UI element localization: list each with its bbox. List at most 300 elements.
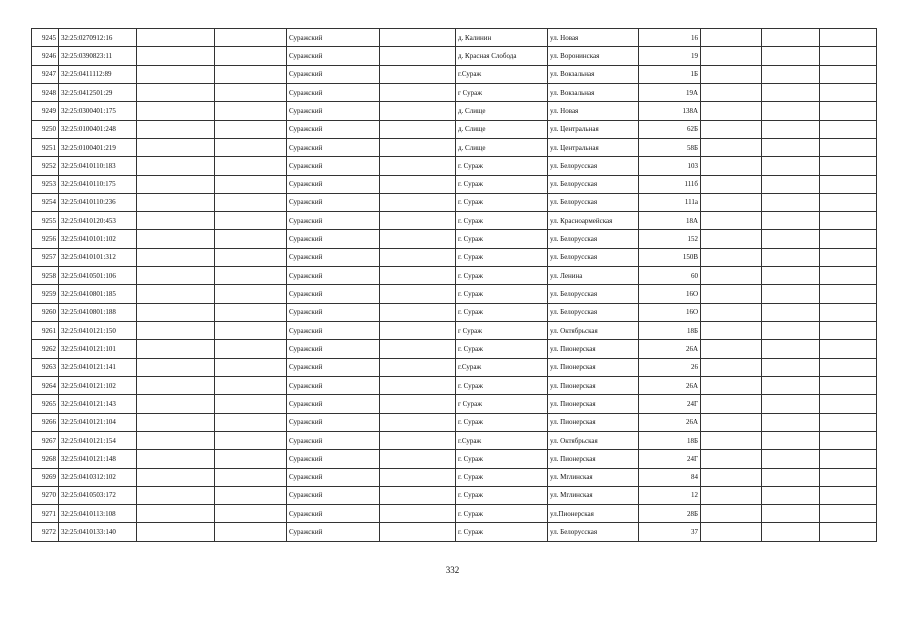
empty-cell bbox=[137, 450, 215, 468]
empty-cell bbox=[137, 340, 215, 358]
house-number-cell: 26А bbox=[639, 413, 701, 431]
street-cell: ул. Белорусская bbox=[548, 303, 639, 321]
empty-cell bbox=[137, 120, 215, 138]
empty-cell bbox=[380, 376, 456, 394]
district-cell: Суражский bbox=[287, 358, 380, 376]
empty-cell bbox=[820, 505, 877, 523]
empty-cell bbox=[762, 230, 820, 248]
empty-cell bbox=[762, 120, 820, 138]
table-row bbox=[32, 83, 877, 101]
house-number-cell: 1Б bbox=[639, 65, 701, 83]
street-cell: ул. Белорусская bbox=[548, 285, 639, 303]
table-row bbox=[32, 212, 877, 230]
empty-cell bbox=[215, 523, 287, 542]
row-number-cell: 9269 bbox=[32, 468, 59, 486]
cadastral-number-cell: 32:25:0410121:104 bbox=[59, 413, 137, 431]
empty-cell bbox=[215, 83, 287, 101]
district-cell: Суражский bbox=[287, 486, 380, 504]
empty-cell bbox=[215, 230, 287, 248]
district-cell: Суражский bbox=[287, 523, 380, 542]
house-number-cell: 37 bbox=[639, 523, 701, 542]
locality-cell: г. Сураж bbox=[456, 303, 548, 321]
empty-cell bbox=[380, 175, 456, 193]
empty-cell bbox=[215, 267, 287, 285]
cadastral-number-cell: 32:25:0410113:108 bbox=[59, 505, 137, 523]
locality-cell: г. Сураж bbox=[456, 212, 548, 230]
empty-cell bbox=[137, 65, 215, 83]
empty-cell bbox=[762, 523, 820, 542]
table-row bbox=[32, 303, 877, 321]
locality-cell: г.Сураж bbox=[456, 431, 548, 449]
empty-cell bbox=[701, 340, 762, 358]
empty-cell bbox=[701, 212, 762, 230]
district-cell: Суражский bbox=[287, 505, 380, 523]
street-cell: ул. Пионерская bbox=[548, 376, 639, 394]
locality-cell: г. Сураж bbox=[456, 340, 548, 358]
table-row bbox=[32, 413, 877, 431]
empty-cell bbox=[380, 395, 456, 413]
street-cell: ул. Вокзальная bbox=[548, 65, 639, 83]
street-cell: ул. Красноармейская bbox=[548, 212, 639, 230]
empty-cell bbox=[762, 450, 820, 468]
empty-cell bbox=[762, 65, 820, 83]
empty-cell bbox=[137, 193, 215, 211]
house-number-cell: 18Б bbox=[639, 431, 701, 449]
empty-cell bbox=[215, 450, 287, 468]
locality-cell: г.Сураж bbox=[456, 358, 548, 376]
district-cell: Суражский bbox=[287, 157, 380, 175]
row-number-cell: 9260 bbox=[32, 303, 59, 321]
street-cell: ул. Октябрьская bbox=[548, 431, 639, 449]
district-cell: Суражский bbox=[287, 193, 380, 211]
empty-cell bbox=[215, 505, 287, 523]
cadastral-number-cell: 32:25:0410121:150 bbox=[59, 322, 137, 340]
row-number-cell: 9259 bbox=[32, 285, 59, 303]
street-cell: ул. Белорусская bbox=[548, 157, 639, 175]
empty-cell bbox=[215, 486, 287, 504]
locality-cell: г. Сураж bbox=[456, 505, 548, 523]
cadastral-number-cell: 32:25:0410110:175 bbox=[59, 175, 137, 193]
street-cell: ул. Пионерская bbox=[548, 450, 639, 468]
empty-cell bbox=[820, 120, 877, 138]
locality-cell: г. Сураж bbox=[456, 157, 548, 175]
row-number-cell: 9251 bbox=[32, 138, 59, 156]
empty-cell bbox=[137, 486, 215, 504]
street-cell: ул. Мглинская bbox=[548, 468, 639, 486]
row-number-cell: 9264 bbox=[32, 376, 59, 394]
district-cell: Суражский bbox=[287, 468, 380, 486]
row-number-cell: 9270 bbox=[32, 486, 59, 504]
row-number-cell: 9245 bbox=[32, 29, 59, 47]
empty-cell bbox=[820, 248, 877, 266]
empty-cell bbox=[380, 230, 456, 248]
empty-cell bbox=[215, 157, 287, 175]
table-row bbox=[32, 523, 877, 542]
empty-cell bbox=[820, 376, 877, 394]
cadastral-number-cell: 32:25:0411112:89 bbox=[59, 65, 137, 83]
locality-cell: г Сураж bbox=[456, 322, 548, 340]
row-number-cell: 9256 bbox=[32, 230, 59, 248]
empty-cell bbox=[380, 450, 456, 468]
street-cell: ул. Белорусская bbox=[548, 230, 639, 248]
empty-cell bbox=[380, 486, 456, 504]
table-row bbox=[32, 340, 877, 358]
cadastral-number-cell: 32:25:0410121:101 bbox=[59, 340, 137, 358]
street-cell: ул. Пионерская bbox=[548, 413, 639, 431]
district-cell: Суражский bbox=[287, 138, 380, 156]
row-number-cell: 9261 bbox=[32, 322, 59, 340]
empty-cell bbox=[820, 486, 877, 504]
empty-cell bbox=[762, 413, 820, 431]
house-number-cell: 16О bbox=[639, 303, 701, 321]
empty-cell bbox=[380, 285, 456, 303]
empty-cell bbox=[137, 83, 215, 101]
district-cell: Суражский bbox=[287, 413, 380, 431]
empty-cell bbox=[701, 120, 762, 138]
row-number-cell: 9250 bbox=[32, 120, 59, 138]
district-cell: Суражский bbox=[287, 248, 380, 266]
street-cell: ул. Белорусская bbox=[548, 175, 639, 193]
street-cell: ул. Вокзальная bbox=[548, 83, 639, 101]
district-cell: Суражский bbox=[287, 285, 380, 303]
empty-cell bbox=[380, 322, 456, 340]
empty-cell bbox=[380, 248, 456, 266]
table-row bbox=[32, 29, 877, 47]
empty-cell bbox=[137, 468, 215, 486]
house-number-cell: 24Г bbox=[639, 395, 701, 413]
page-number: 332 bbox=[445, 565, 460, 575]
empty-cell bbox=[137, 322, 215, 340]
empty-cell bbox=[701, 413, 762, 431]
empty-cell bbox=[820, 468, 877, 486]
locality-cell: г. Сураж bbox=[456, 248, 548, 266]
locality-cell: г. Сураж bbox=[456, 376, 548, 394]
empty-cell bbox=[215, 102, 287, 120]
empty-cell bbox=[215, 285, 287, 303]
street-cell: ул. Мглинская bbox=[548, 486, 639, 504]
house-number-cell: 26 bbox=[639, 358, 701, 376]
row-number-cell: 9255 bbox=[32, 212, 59, 230]
empty-cell bbox=[762, 175, 820, 193]
row-number-cell: 9266 bbox=[32, 413, 59, 431]
empty-cell bbox=[380, 120, 456, 138]
street-cell: ул. Воронинская bbox=[548, 47, 639, 65]
table-row bbox=[32, 175, 877, 193]
table-row bbox=[32, 65, 877, 83]
empty-cell bbox=[820, 65, 877, 83]
row-number-cell: 9271 bbox=[32, 505, 59, 523]
cadastral-number-cell: 32:25:0100401:248 bbox=[59, 120, 137, 138]
empty-cell bbox=[215, 193, 287, 211]
table-row bbox=[32, 285, 877, 303]
empty-cell bbox=[137, 267, 215, 285]
empty-cell bbox=[380, 505, 456, 523]
empty-cell bbox=[762, 340, 820, 358]
table-row bbox=[32, 102, 877, 120]
house-number-cell: 18А bbox=[639, 212, 701, 230]
cadastral-number-cell: 32:25:0410101:102 bbox=[59, 230, 137, 248]
empty-cell bbox=[820, 83, 877, 101]
row-number-cell: 9249 bbox=[32, 102, 59, 120]
house-number-cell: 62Б bbox=[639, 120, 701, 138]
cadastral-number-cell: 32:25:0390823:11 bbox=[59, 47, 137, 65]
table-row bbox=[32, 47, 877, 65]
empty-cell bbox=[137, 413, 215, 431]
locality-cell: д. Калинин bbox=[456, 29, 548, 47]
empty-cell bbox=[820, 193, 877, 211]
empty-cell bbox=[701, 267, 762, 285]
empty-cell bbox=[215, 29, 287, 47]
row-number-cell: 9246 bbox=[32, 47, 59, 65]
empty-cell bbox=[820, 358, 877, 376]
empty-cell bbox=[215, 340, 287, 358]
locality-cell: г. Сураж bbox=[456, 523, 548, 542]
empty-cell bbox=[820, 47, 877, 65]
empty-cell bbox=[215, 322, 287, 340]
empty-cell bbox=[701, 193, 762, 211]
district-cell: Суражский bbox=[287, 267, 380, 285]
district-cell: Суражский bbox=[287, 120, 380, 138]
locality-cell: г. Сураж bbox=[456, 285, 548, 303]
empty-cell bbox=[762, 303, 820, 321]
empty-cell bbox=[701, 47, 762, 65]
empty-cell bbox=[380, 468, 456, 486]
district-cell: Суражский bbox=[287, 450, 380, 468]
district-cell: Суражский bbox=[287, 212, 380, 230]
street-cell: ул. Центральная bbox=[548, 120, 639, 138]
locality-cell: г. Сураж bbox=[456, 175, 548, 193]
row-number-cell: 9247 bbox=[32, 65, 59, 83]
empty-cell bbox=[820, 29, 877, 47]
district-cell: Суражский bbox=[287, 65, 380, 83]
house-number-cell: 24Г bbox=[639, 450, 701, 468]
empty-cell bbox=[762, 248, 820, 266]
empty-cell bbox=[215, 468, 287, 486]
empty-cell bbox=[762, 468, 820, 486]
locality-cell: д. Слище bbox=[456, 102, 548, 120]
cadastral-number-cell: 32:25:0300401:175 bbox=[59, 102, 137, 120]
empty-cell bbox=[137, 303, 215, 321]
empty-cell bbox=[701, 102, 762, 120]
empty-cell bbox=[137, 230, 215, 248]
street-cell: ул. Новая bbox=[548, 102, 639, 120]
table-row bbox=[32, 157, 877, 175]
empty-cell bbox=[701, 358, 762, 376]
empty-cell bbox=[137, 358, 215, 376]
cadastral-number-cell: 32:25:0410503:172 bbox=[59, 486, 137, 504]
empty-cell bbox=[380, 138, 456, 156]
empty-cell bbox=[762, 47, 820, 65]
empty-cell bbox=[137, 431, 215, 449]
empty-cell bbox=[762, 486, 820, 504]
empty-cell bbox=[820, 431, 877, 449]
street-cell: ул. Белорусская bbox=[548, 523, 639, 542]
empty-cell bbox=[701, 322, 762, 340]
street-cell: ул. Ленина bbox=[548, 267, 639, 285]
row-number-cell: 9253 bbox=[32, 175, 59, 193]
row-number-cell: 9262 bbox=[32, 340, 59, 358]
house-number-cell: 16 bbox=[639, 29, 701, 47]
empty-cell bbox=[380, 267, 456, 285]
empty-cell bbox=[701, 450, 762, 468]
district-cell: Суражский bbox=[287, 83, 380, 101]
empty-cell bbox=[380, 340, 456, 358]
cadastral-number-cell: 32:25:0410121:148 bbox=[59, 450, 137, 468]
empty-cell bbox=[701, 303, 762, 321]
district-cell: Суражский bbox=[287, 431, 380, 449]
empty-cell bbox=[137, 138, 215, 156]
empty-cell bbox=[137, 47, 215, 65]
empty-cell bbox=[215, 376, 287, 394]
empty-cell bbox=[215, 212, 287, 230]
empty-cell bbox=[762, 29, 820, 47]
empty-cell bbox=[701, 83, 762, 101]
house-number-cell: 111а bbox=[639, 193, 701, 211]
house-number-cell: 26А bbox=[639, 376, 701, 394]
house-number-cell: 60 bbox=[639, 267, 701, 285]
table-row bbox=[32, 431, 877, 449]
empty-cell bbox=[701, 505, 762, 523]
cadastral-number-cell: 32:25:0410133:140 bbox=[59, 523, 137, 542]
empty-cell bbox=[820, 413, 877, 431]
empty-cell bbox=[701, 29, 762, 47]
empty-cell bbox=[762, 212, 820, 230]
house-number-cell: 84 bbox=[639, 468, 701, 486]
locality-cell: г. Сураж bbox=[456, 468, 548, 486]
empty-cell bbox=[215, 358, 287, 376]
cadastral-number-cell: 32:25:0410312:102 bbox=[59, 468, 137, 486]
cadastral-number-cell: 32:25:0100401:219 bbox=[59, 138, 137, 156]
cadastral-number-cell: 32:25:0410501:106 bbox=[59, 267, 137, 285]
table-row bbox=[32, 358, 877, 376]
empty-cell bbox=[137, 376, 215, 394]
cadastral-number-cell: 32:25:0410120:453 bbox=[59, 212, 137, 230]
empty-cell bbox=[820, 267, 877, 285]
locality-cell: г. Сураж bbox=[456, 450, 548, 468]
street-cell: ул.Пионерская bbox=[548, 505, 639, 523]
district-cell: Суражский bbox=[287, 395, 380, 413]
district-cell: Суражский bbox=[287, 230, 380, 248]
table-row bbox=[32, 505, 877, 523]
empty-cell bbox=[820, 212, 877, 230]
empty-cell bbox=[762, 376, 820, 394]
empty-cell bbox=[701, 157, 762, 175]
row-number-cell: 9263 bbox=[32, 358, 59, 376]
empty-cell bbox=[215, 248, 287, 266]
cadastral-number-cell: 32:25:0410121:141 bbox=[59, 358, 137, 376]
row-number-cell: 9267 bbox=[32, 431, 59, 449]
empty-cell bbox=[137, 212, 215, 230]
empty-cell bbox=[380, 29, 456, 47]
street-cell: ул. Белорусская bbox=[548, 193, 639, 211]
empty-cell bbox=[701, 230, 762, 248]
empty-cell bbox=[762, 431, 820, 449]
empty-cell bbox=[820, 285, 877, 303]
cadastral-number-cell: 32:25:0410801:188 bbox=[59, 303, 137, 321]
locality-cell: г Сураж bbox=[456, 395, 548, 413]
house-number-cell: 58Б bbox=[639, 138, 701, 156]
cadastral-number-cell: 32:25:0410101:312 bbox=[59, 248, 137, 266]
empty-cell bbox=[701, 138, 762, 156]
cadastral-number-cell: 32:25:0410110:183 bbox=[59, 157, 137, 175]
empty-cell bbox=[380, 65, 456, 83]
empty-cell bbox=[137, 523, 215, 542]
empty-cell bbox=[701, 395, 762, 413]
table-row bbox=[32, 395, 877, 413]
district-cell: Суражский bbox=[287, 376, 380, 394]
cadastral-number-cell: 32:25:0410801:185 bbox=[59, 285, 137, 303]
row-number-cell: 9265 bbox=[32, 395, 59, 413]
empty-cell bbox=[701, 523, 762, 542]
empty-cell bbox=[215, 120, 287, 138]
table-body bbox=[32, 29, 877, 542]
empty-cell bbox=[137, 102, 215, 120]
cadastral-number-cell: 32:25:0412501:29 bbox=[59, 83, 137, 101]
locality-cell: д. Красная Слобода bbox=[456, 47, 548, 65]
row-number-cell: 9257 bbox=[32, 248, 59, 266]
house-number-cell: 19 bbox=[639, 47, 701, 65]
empty-cell bbox=[701, 431, 762, 449]
empty-cell bbox=[701, 376, 762, 394]
district-cell: Суражский bbox=[287, 340, 380, 358]
empty-cell bbox=[215, 303, 287, 321]
table-row bbox=[32, 468, 877, 486]
table-row bbox=[32, 230, 877, 248]
empty-cell bbox=[820, 175, 877, 193]
street-cell: ул. Пионерская bbox=[548, 395, 639, 413]
empty-cell bbox=[820, 138, 877, 156]
table-row bbox=[32, 376, 877, 394]
empty-cell bbox=[215, 413, 287, 431]
house-number-cell: 152 bbox=[639, 230, 701, 248]
empty-cell bbox=[820, 102, 877, 120]
row-number-cell: 9254 bbox=[32, 193, 59, 211]
district-cell: Суражский bbox=[287, 303, 380, 321]
district-cell: Суражский bbox=[287, 322, 380, 340]
registry-table bbox=[31, 28, 877, 542]
empty-cell bbox=[215, 138, 287, 156]
empty-cell bbox=[701, 248, 762, 266]
table-row bbox=[32, 248, 877, 266]
house-number-cell: 138А bbox=[639, 102, 701, 120]
empty-cell bbox=[820, 450, 877, 468]
empty-cell bbox=[215, 175, 287, 193]
locality-cell: г. Сураж bbox=[456, 267, 548, 285]
house-number-cell: 26А bbox=[639, 340, 701, 358]
empty-cell bbox=[820, 523, 877, 542]
empty-cell bbox=[820, 322, 877, 340]
empty-cell bbox=[137, 505, 215, 523]
locality-cell: г Сураж bbox=[456, 83, 548, 101]
cadastral-number-cell: 32:25:0410121:143 bbox=[59, 395, 137, 413]
row-number-cell: 9272 bbox=[32, 523, 59, 542]
empty-cell bbox=[380, 193, 456, 211]
empty-cell bbox=[137, 157, 215, 175]
empty-cell bbox=[380, 303, 456, 321]
street-cell: ул. Октябрьская bbox=[548, 322, 639, 340]
cadastral-number-cell: 32:25:0410121:154 bbox=[59, 431, 137, 449]
empty-cell bbox=[380, 413, 456, 431]
empty-cell bbox=[762, 193, 820, 211]
row-number-cell: 9252 bbox=[32, 157, 59, 175]
empty-cell bbox=[137, 175, 215, 193]
table-row bbox=[32, 193, 877, 211]
house-number-cell: 12 bbox=[639, 486, 701, 504]
empty-cell bbox=[701, 468, 762, 486]
empty-cell bbox=[701, 486, 762, 504]
table-row bbox=[32, 120, 877, 138]
empty-cell bbox=[820, 340, 877, 358]
